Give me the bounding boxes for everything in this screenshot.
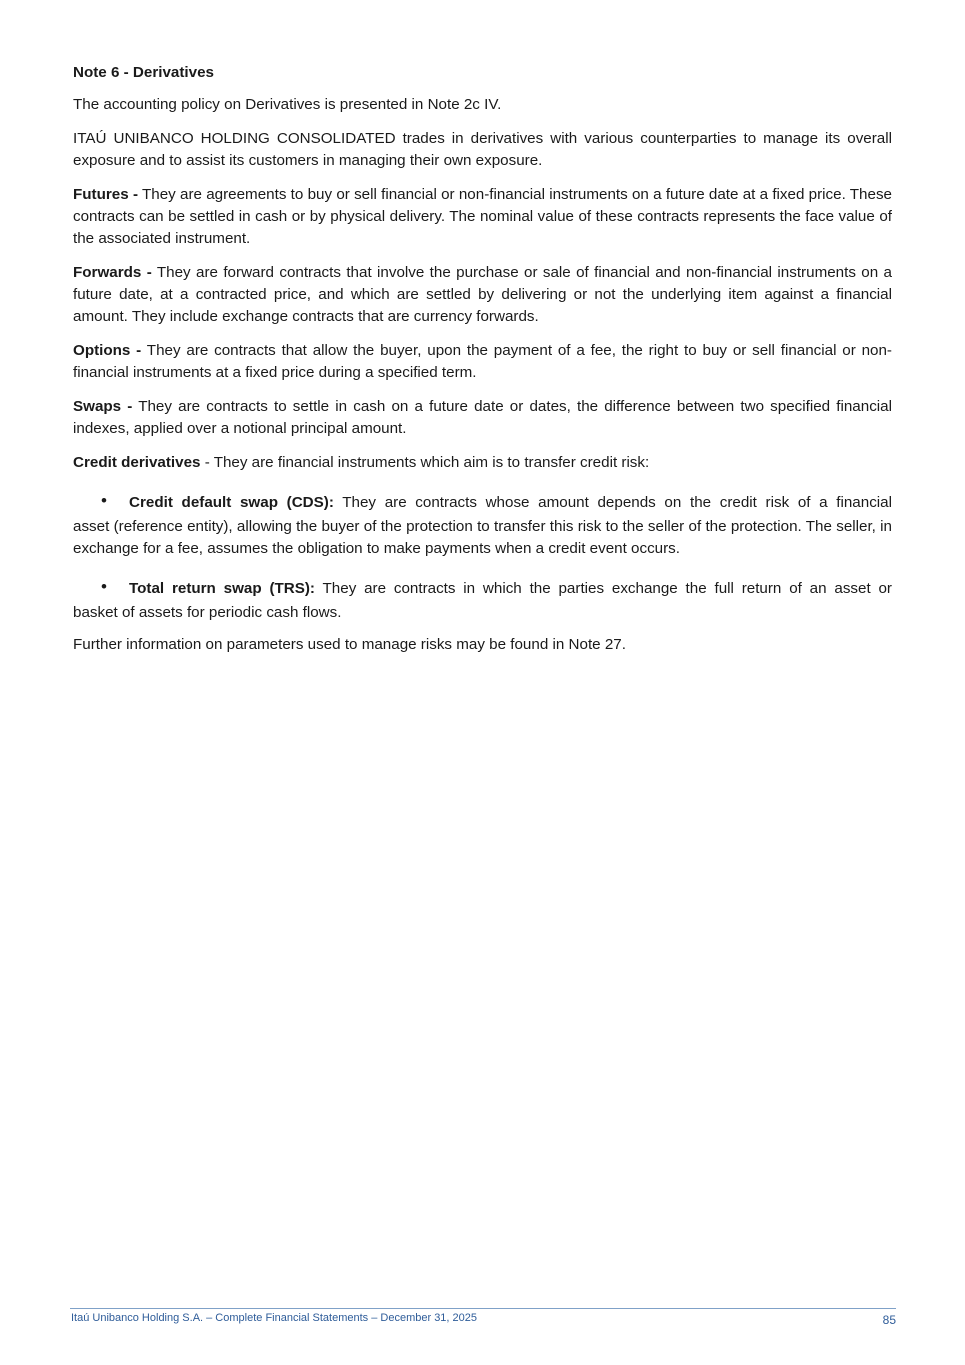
bullet-icon: • [101,577,107,596]
credit-derivatives-label: Credit derivatives [73,454,201,471]
bullet-cds-first-text: They are contracts whose amount depends on the credit risk of a financial [333,494,892,511]
credit-derivatives-text: - They are financial instruments which aim is to transfer credit risk: [200,454,650,471]
bullet-icon: • [101,491,107,510]
credit-derivatives-paragraph [73,452,892,474]
options-paragraph [73,340,892,384]
bullet-trs [73,576,892,624]
forwards-text: They are forward contracts that involve the purchase or sale of financial and non-financial instruments on a future date, at a contracted price, and which are settled by delivering or not the underlying item against a financial amount. They include exchange contracts that are currency forwards. [73,264,892,325]
forwards-label: Forwards - [73,264,152,281]
futures-paragraph [73,184,892,250]
swaps-text: They are contracts to settle in cash on a future date or dates, the difference between two specified financial indexes, applied over a notional principal amount. [73,398,892,437]
futures-label: Futures - [73,186,139,203]
closing-paragraph: Further information on parameters used to manage risks may be found in Note 27. [73,636,626,653]
bullet-trs-first-line [73,576,892,602]
footer-text: Itaú Unibanco Holding S.A. – Complete Financial Statements – December 31, 2025 [71,1312,478,1324]
options-label: Options - [73,342,142,359]
note-body [73,62,892,668]
footer-divider [70,1308,896,1309]
options-text: They are contracts that allow the buyer, upon the payment of a fee, the right to buy or sell financial or non-financial instruments at a fixed price during a specified term. [73,342,892,381]
overview-paragraph: ITAÚ UNIBANCO HOLDING CONSOLIDATED trades in derivatives with various counterparties to manage its overall exposure and to assist its customers in managing their own exposure. [73,130,892,169]
futures-text: They are agreements to buy or sell financial or non-financial instruments on a future date at a fixed price. These contracts can be settled in cash or by physical delivery. The nominal value of these contracts represents the face value of the associated instrument. [73,186,892,247]
bullet-trs-first-text: They are contracts in which the parties exchange the full return of an asset or [315,580,892,597]
bullet-cds [73,490,892,560]
swaps-paragraph [73,396,892,440]
page-number: 85 [882,1313,896,1327]
bullet-trs-label: Total return swap (TRS): [129,580,315,597]
swaps-label: Swaps - [73,398,133,415]
bullet-cds-label: Credit default swap (CDS): [129,494,334,511]
forwards-paragraph [73,262,892,328]
note-title: Note 6 - Derivatives [73,64,214,81]
intro-paragraph: The accounting policy on Derivatives is presented in Note 2c IV. [73,96,502,113]
bullet-cds-rest: asset (reference entity), allowing the buyer of the protection to transfer this risk to the seller of the protection. The seller, in exchange for a fee, assumes the obligation to make payments when a credit event occurs. [73,518,892,557]
bullet-cds-first-line [73,490,892,516]
bullet-trs-rest: basket of assets for periodic cash flows. [73,604,342,621]
